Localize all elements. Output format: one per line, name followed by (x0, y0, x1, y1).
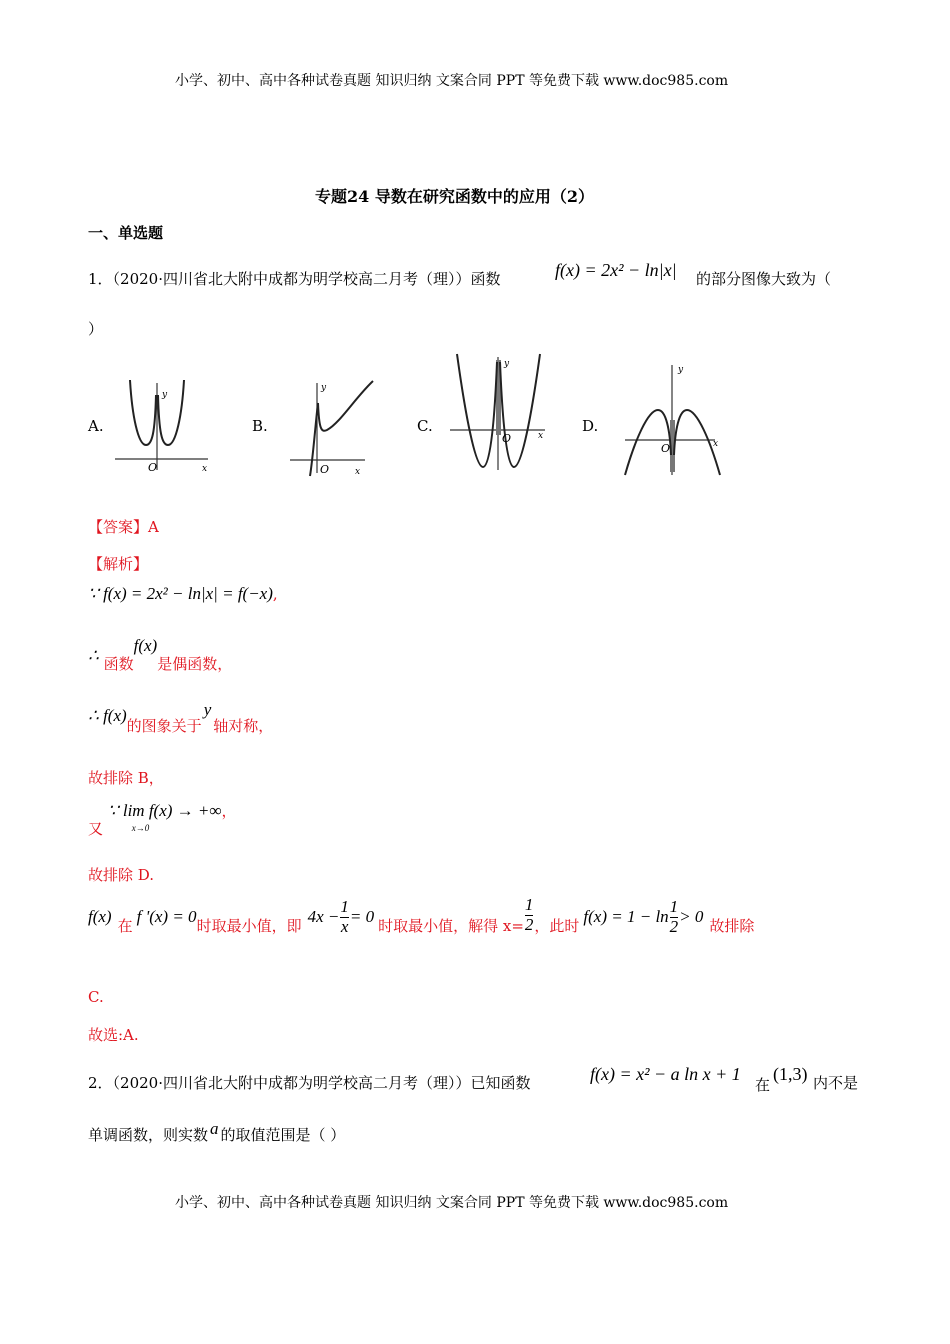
analysis-line-1 (88, 584, 278, 604)
y-label: y (162, 390, 168, 400)
analysis-line-8: C. (88, 988, 104, 1006)
l7-val-num: 1 (669, 897, 679, 916)
option-c-label: C. (417, 417, 433, 435)
q1-close-paren: ） (88, 320, 104, 338)
curve-left (130, 380, 156, 445)
l7-val-pre: f(x) = 1 − ln (583, 907, 669, 927)
analysis-label: 【解析】 (88, 555, 149, 573)
l3-post: 轴对称， (213, 717, 274, 735)
q2-line-2 (88, 1119, 346, 1145)
page-title: 专题24 导数在研究函数中的应用（2） (315, 187, 594, 206)
q2-a: a (210, 1119, 219, 1138)
x-label: x (355, 467, 361, 477)
answer-label: 【答案】A (88, 518, 159, 536)
l1-comma: , (272, 585, 278, 603)
x-label: x (713, 439, 719, 449)
l3-math: ∴ f(x) (88, 706, 127, 725)
graph-option-b (285, 378, 380, 478)
l2-fn: 函数 (103, 655, 134, 673)
q1-source: （2020·四川省北大附中成都为明学校高二月考（理））函数 (112, 270, 501, 288)
l7-fx: f(x) (88, 907, 112, 927)
q1-number: 1． (88, 270, 113, 288)
x-label: x (538, 431, 544, 441)
l1-math: ∵ f(x) = 2x² − ln|x| = f(−x) (88, 584, 273, 603)
l2-fx: f(x) (133, 636, 158, 655)
analysis-line-9: 故选:A. (88, 1026, 139, 1044)
origin-label: O (502, 432, 512, 445)
analysis-line-5 (88, 800, 237, 838)
q2-line2-post: 的取值范围是（ ） (220, 1126, 346, 1144)
l7-half-num: 1 (524, 895, 534, 914)
q2-number: 2． (88, 1074, 113, 1092)
curve-right (500, 354, 540, 467)
curve-left (457, 354, 497, 467)
x-label: x (202, 464, 208, 474)
option-b-label: B. (252, 417, 268, 435)
q1-formula: f(x) = 2x² − ln|x| (555, 260, 677, 280)
y-label: y (321, 383, 327, 393)
y-label: y (678, 365, 684, 375)
page-header: 小学、初中、高中各种试卷真题 知识归纳 文案合同 PPT 等免费下载 www.doc985.com (175, 73, 729, 89)
q2-source: （2020·四川省北大附中成都为明学校高二月考（理））已知函数 (112, 1074, 531, 1092)
origin-label: O (320, 463, 330, 476)
q1-line (88, 268, 501, 289)
analysis-line-2 (88, 636, 233, 673)
curve (310, 381, 373, 476)
l7-deriv: f '(x) = 0 (136, 907, 197, 927)
analysis-line-6: 故排除 D. (88, 866, 155, 884)
q2-line2-pre: 单调函数，则实数 (88, 1126, 209, 1144)
l7-half-den: 2 (524, 914, 534, 934)
l7-val-post: > 0 (679, 907, 704, 927)
graph-option-d (620, 360, 725, 480)
option-d-label: D. (582, 417, 599, 435)
section-heading: 一、单选题 (88, 224, 164, 242)
l7-eq-post: = 0 (349, 907, 375, 927)
origin-label: O (661, 442, 671, 455)
l7-zai: 在 (117, 916, 133, 935)
l3-mid: 的图象关于 (126, 717, 202, 735)
l3-y: y (203, 700, 212, 719)
l7-t1: 时取最小值，即 (196, 916, 302, 935)
q2-zai: 在 (755, 1076, 771, 1094)
origin-label: O (148, 461, 158, 474)
analysis-line-3 (88, 700, 274, 735)
l2-therefore: ∴ (88, 646, 99, 665)
analysis-line-4: 故排除 B， (88, 769, 164, 787)
l7-eq-num: 1 (340, 897, 349, 916)
l5-comma: ， (221, 802, 237, 820)
q2-line (88, 1072, 531, 1093)
l7-t3: ，此时 (534, 916, 580, 935)
l7-eq-pre: 4x − (307, 907, 340, 927)
l2-post: 是偶函数， (157, 655, 233, 673)
l7-t4: 故排除 (709, 916, 755, 935)
page-footer: 小学、初中、高中各种试卷真题 知识归纳 文案合同 PPT 等免费下载 www.doc985.com (175, 1195, 729, 1211)
graph-option-c (445, 352, 555, 477)
option-a-label: A. (88, 417, 104, 435)
l7-val-den: 2 (669, 916, 679, 936)
y-label: y (504, 359, 510, 369)
l7-eq-den: x (340, 916, 349, 936)
l5-sub: x→0 (131, 823, 150, 833)
analysis-line-7 (88, 895, 755, 936)
q2-formula: f(x) = x² − a ln x + 1 (590, 1064, 741, 1084)
q2-tail: 内不是 (813, 1074, 859, 1092)
q2-interval: (1,3) (773, 1064, 808, 1084)
l5-you: 又 (88, 820, 104, 838)
q1-tail: 的部分图像大致为（ (696, 270, 832, 288)
l5-math: ∵ lim f(x) → +∞ (107, 801, 222, 820)
graph-option-a (110, 375, 215, 475)
l7-t2: 时取最小值，解得 x= (378, 916, 524, 935)
